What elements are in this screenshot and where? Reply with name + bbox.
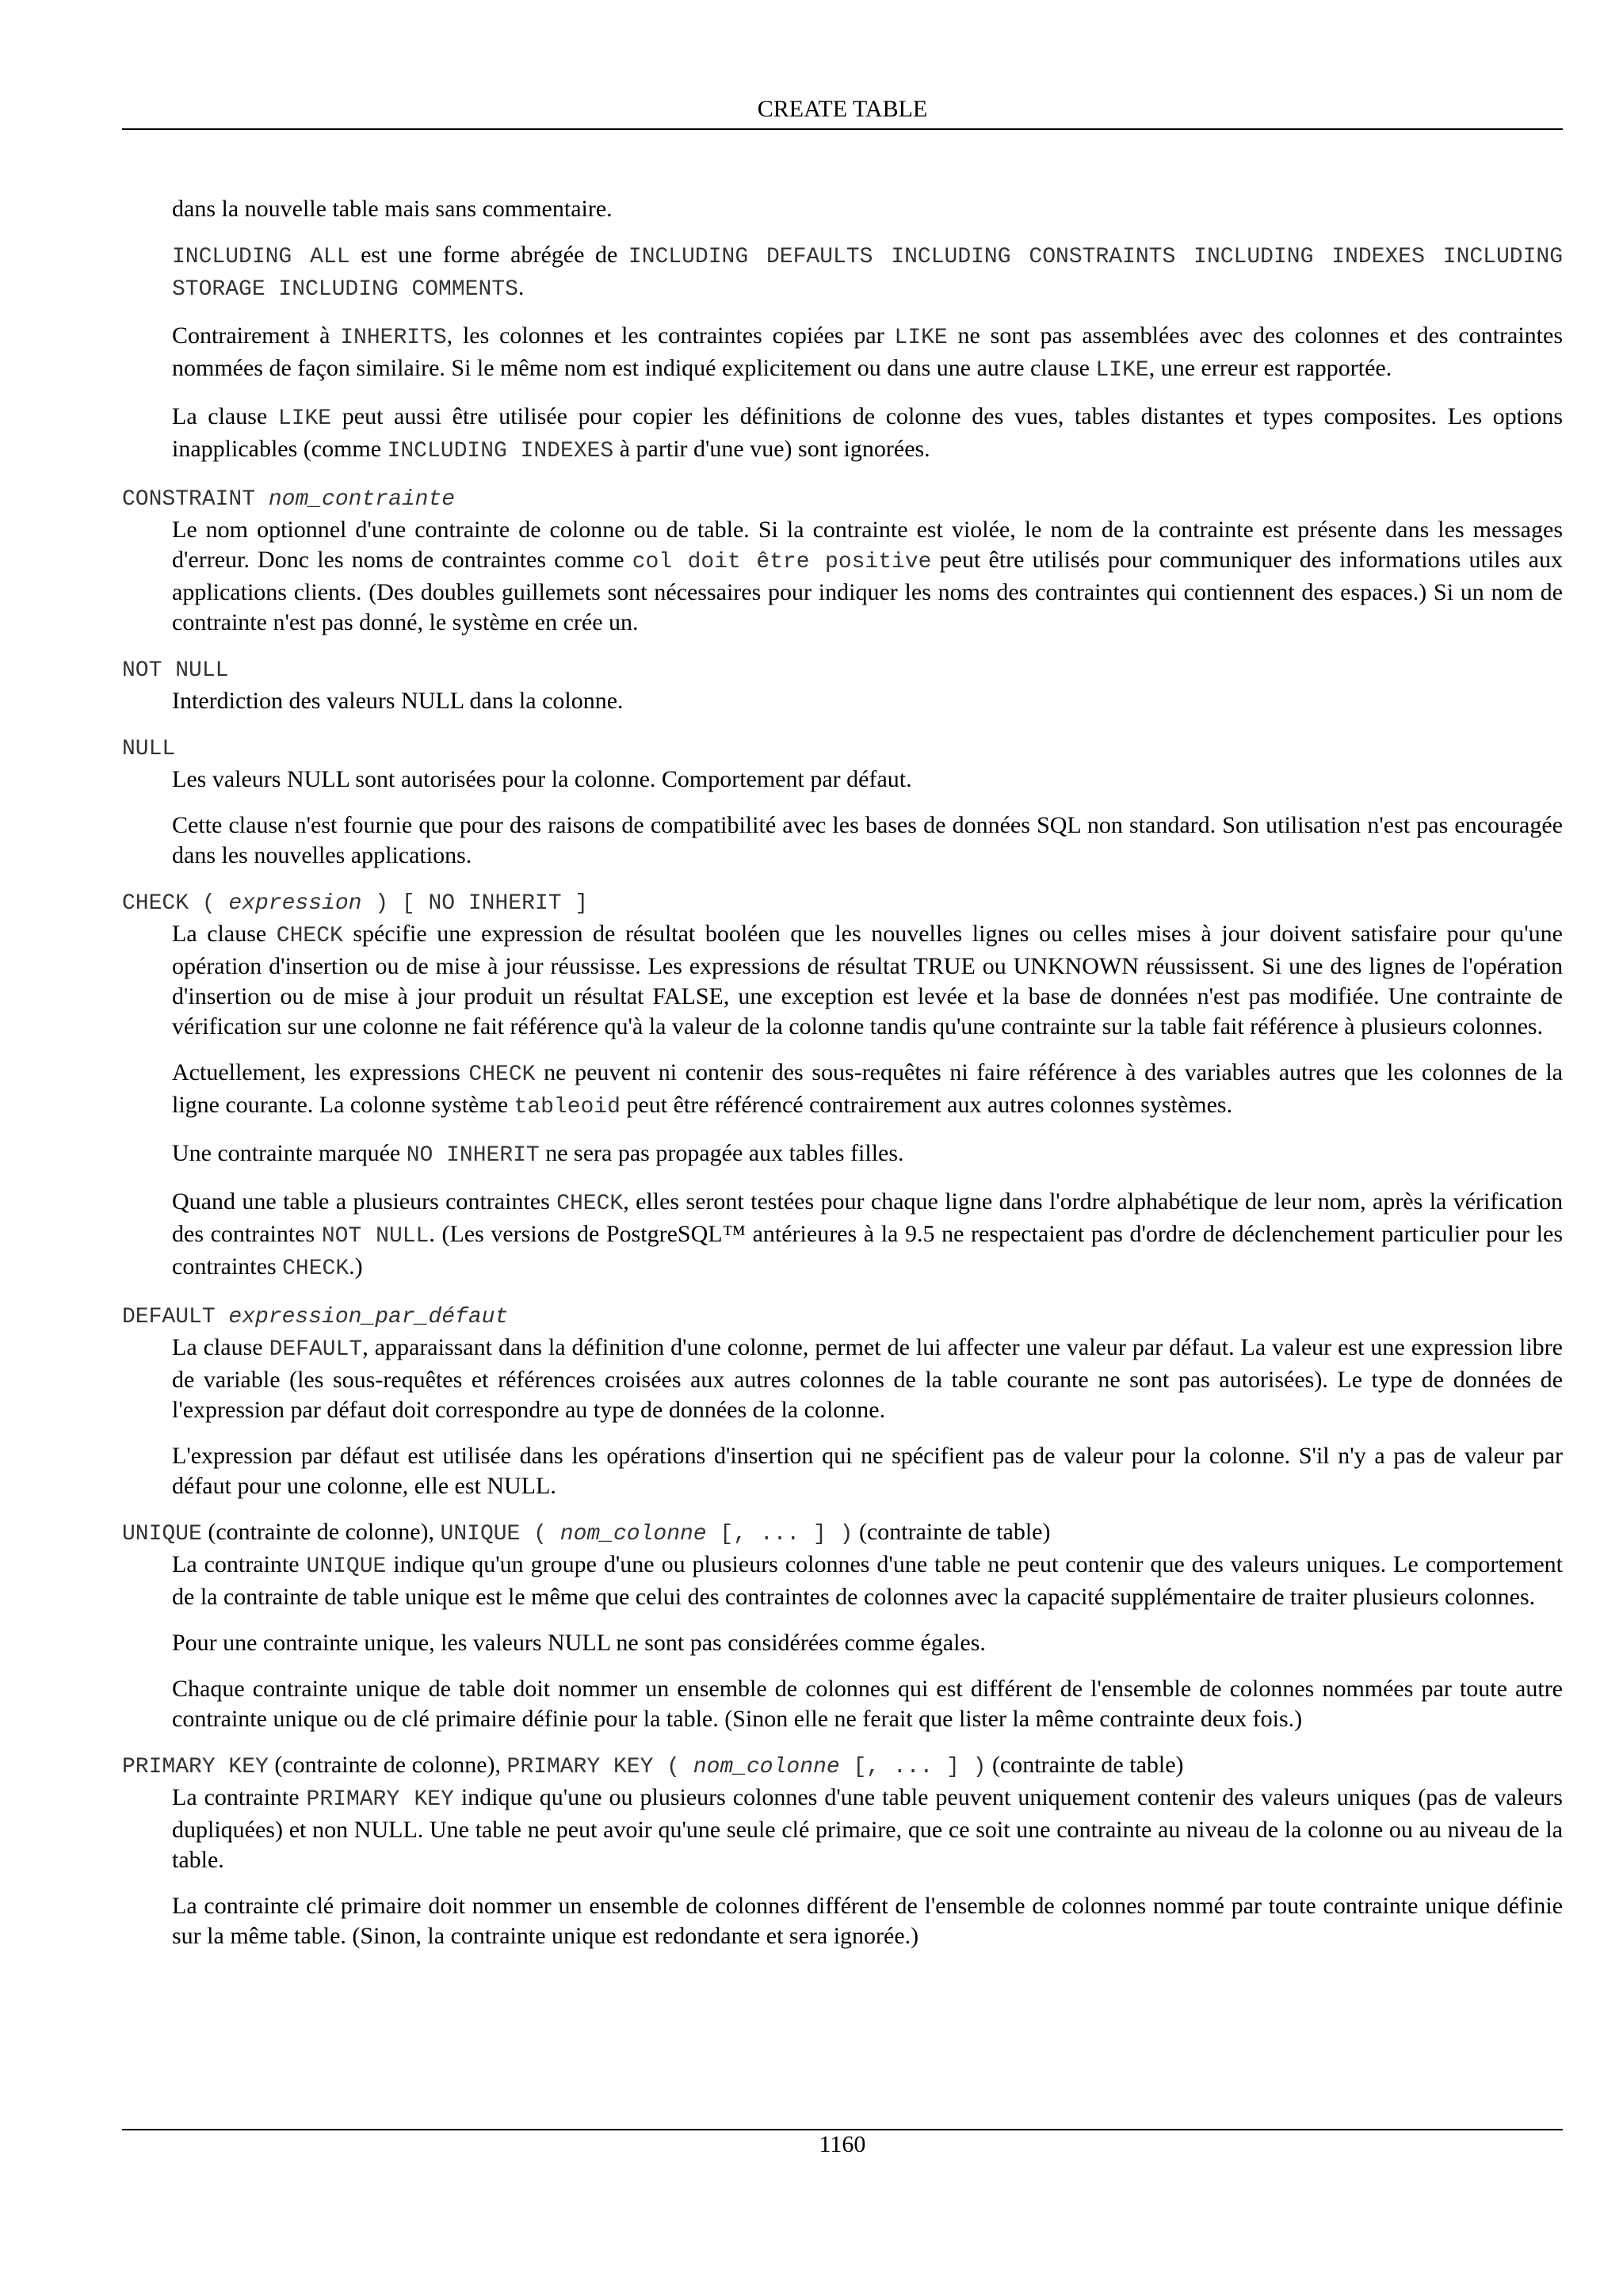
paragraph	[172, 402, 1563, 467]
text-run: Le nom optionnel d'une contrainte de colonne ou de table. Si la contrainte est violée, le nom de la contrainte est présente dans les messages d'erreur. Donc les noms de contraintes comme	[172, 517, 1563, 573]
text-run: (contrainte de colonne),	[201, 1519, 441, 1545]
code-run: INCLUDING ALL	[172, 245, 350, 269]
text-run: à partir d'une vue) sont ignorées.	[613, 436, 930, 462]
code-run: CHECK	[468, 1062, 536, 1087]
code-run: col doit être positive	[632, 550, 932, 574]
text-run: , elles seront testées pour chaque ligne dans l'ordre alphabétique de leur nom, après la vérification des contraintes	[172, 1188, 1563, 1247]
text-run: . (Les versions de PostgreSQL™ antérieures à la 9.5 ne respectaient pas d'ordre de déclenchement particulier pour les contraintes	[172, 1221, 1563, 1280]
text-run: Les valeurs NULL sont autorisées pour la colonne. Comportement par défaut.	[172, 766, 912, 792]
text-run: La clause	[172, 921, 277, 947]
code-run: [, ... ] )	[706, 1522, 854, 1547]
paragraph	[172, 321, 1563, 386]
code-run: PRIMARY KEY	[122, 1755, 269, 1779]
text-run: peut être utilisés pour communiquer des informations utiles aux applications clients. (Des doubles guillemets sont nécessaires pour indiquer les noms des contraintes qui contiennent des espaces.) Si un nom de contrainte n'est pas donné, le système en crée un.	[172, 547, 1563, 635]
code-run: NULL	[122, 737, 176, 761]
text-run: (contrainte de table)	[986, 1752, 1184, 1778]
code-run: UNIQUE	[122, 1522, 202, 1547]
text-run: (contrainte de colonne),	[268, 1752, 507, 1778]
definition-term	[122, 887, 1563, 919]
text-run: .	[517, 274, 525, 300]
text-run: (contrainte de table)	[853, 1519, 1051, 1545]
code-run: UNIQUE	[306, 1554, 387, 1579]
code-run: LIKE	[1095, 358, 1149, 383]
code-run: PRIMARY KEY (	[506, 1755, 693, 1779]
text-run: La clause	[172, 403, 278, 429]
paragraph	[172, 1441, 1563, 1501]
text-run: Quand une table a plusieurs contraintes	[172, 1188, 557, 1215]
paragraph	[172, 515, 1563, 638]
text-run: peut être référencé contrairement aux autres colonnes systèmes.	[620, 1092, 1233, 1118]
code-run: CHECK	[556, 1192, 624, 1216]
code-run: [, ... ] )	[839, 1755, 987, 1779]
text-run: La clause	[172, 1334, 269, 1360]
code-run: PRIMARY KEY	[306, 1787, 454, 1812]
code-run: nom_colonne	[559, 1522, 707, 1547]
text-run: spécifie une expression de résultat booléen que les nouvelles lignes ou celles mises à jour doivent satisfaire pour qu'une opération d'insertion ou de mise à jour réussisse. Les expressions de résultat TRUE ou UNKNOWN réussissent. Si une des lignes de l'opération d'insertion ou de mise à jour produit un résultat FALSE, une exception est levée et la base de données n'est pas modifiée. Une contrainte de vérification sur une colonne ne fait référence qu'à la valeur de la colonne tandis qu'une contrainte sur la table fait référence à plusieurs colonnes.	[172, 921, 1563, 1039]
header-rule	[122, 128, 1563, 130]
code-run: CONSTRAINT	[122, 487, 269, 512]
paragraph	[172, 1187, 1563, 1284]
code-run: NOT NULL	[122, 658, 229, 683]
paragraph	[172, 1674, 1563, 1734]
paragraph	[172, 1783, 1563, 1875]
paragraph	[172, 810, 1563, 871]
text-run: Une contrainte marquée	[172, 1140, 407, 1166]
code-run: tableoid	[514, 1095, 621, 1119]
code-run: NOT NULL	[321, 1224, 430, 1249]
text-run: , apparaissant dans la définition d'une colonne, permet de lui affecter une valeur par défaut. La valeur est une expression libre de variable (les sous-requêtes et références croisées aux autres colonnes de la table courante ne sont pas autorisées). Le type de données de l'expression par défaut doit correspondre au type de données de la colonne.	[172, 1334, 1563, 1423]
code-run: ) [ NO INHERIT ]	[361, 891, 589, 916]
code-run: NO INHERIT	[406, 1143, 540, 1168]
paragraph	[172, 1550, 1563, 1612]
page-number: 1160	[819, 2131, 866, 2157]
code-run: INHERITS	[340, 326, 447, 350]
code-run: nom_colonne	[693, 1755, 840, 1779]
text-run: ne sera pas propagée aux tables filles.	[539, 1140, 904, 1166]
code-run: DEFAULT	[269, 1337, 363, 1362]
text-run: Pour une contrainte unique, les valeurs NULL ne sont pas considérées comme égales.	[172, 1630, 986, 1656]
text-run: , une erreur est rapportée.	[1148, 355, 1392, 381]
code-run: INCLUDING DEFAULTS INCLUDING CONSTRAINTS INCLUDING INDEXES INCLUDING STORAGE INCLUDING COMMENTS	[172, 245, 1563, 302]
paragraph	[172, 1058, 1563, 1123]
text-run: Contrairement à	[172, 322, 341, 349]
text-run: indique qu'un groupe d'une ou plusieurs colonnes d'une table ne peut contenir que des valeurs uniques. Le comportement de la contrainte de table unique est le même que celui des contraintes de colonnes avec la capacité supplémentaire de traiter plusieurs colonnes.	[172, 1551, 1563, 1610]
code-run: CHECK	[276, 924, 343, 948]
code-run: CHECK (	[122, 891, 229, 916]
definition-term	[122, 1750, 1563, 1783]
code-run: CHECK	[282, 1257, 349, 1281]
text-run: peut aussi être utilisée pour copier les définitions de colonne des vues, tables distantes et types composites. Les options inapplicables (comme	[172, 403, 1563, 462]
code-run: UNIQUE (	[440, 1522, 560, 1547]
text-run: , les colonnes et les contraintes copiées par	[446, 322, 895, 349]
code-run: expression	[228, 891, 362, 916]
text-run: indique qu'une ou plusieurs colonnes d'une table peuvent uniquement contenir des valeurs uniques (pas de valeurs dupliquées) et non NULL. Une table ne peut avoir qu'une seule clé primaire, que ce soit une contrainte au niveau de la colonne ou au niveau de la table.	[172, 1784, 1563, 1873]
paragraph	[172, 194, 1563, 224]
code-run: expression_par_défaut	[228, 1305, 509, 1329]
paragraph	[172, 765, 1563, 795]
code-run: INCLUDING INDEXES	[387, 439, 614, 463]
definition-term	[122, 732, 1563, 765]
text-run: Interdiction des valeurs NULL dans la colonne.	[172, 688, 624, 714]
code-run: LIKE	[894, 326, 948, 350]
definition-term	[122, 654, 1563, 686]
text-run: dans la nouvelle table mais sans commentaire.	[172, 196, 613, 222]
paragraph	[172, 1333, 1563, 1425]
text-run: L'expression par défaut est utilisée dans les opérations d'insertion qui ne spécifient pas de valeur pour la colonne. S'il n'y a pas de valeur par défaut pour une colonne, elle est NULL.	[172, 1443, 1563, 1499]
paragraph	[172, 919, 1563, 1042]
text-run: La contrainte clé primaire doit nommer un ensemble de colonnes différent de l'ensemble de colonnes nommé par toute contrainte unique définie sur la même table. (Sinon, la contrainte unique est redondante et sera ignorée.)	[172, 1893, 1563, 1949]
paragraph	[172, 1628, 1563, 1658]
paragraph	[172, 240, 1563, 305]
code-run: nom_contrainte	[268, 487, 456, 512]
text-run: ne sont pas assemblées avec des colonnes et des contraintes nommées de façon similaire. Si le même nom est indiqué explicitement ou dans une autre clause	[172, 322, 1564, 381]
text-run: Cette clause n'est fournie que pour des raisons de compatibilité avec les bases de données SQL non standard. Son utilisation n'est pas encouragée dans les nouvelles applications.	[172, 812, 1563, 868]
running-header: CREATE TABLE	[757, 96, 928, 122]
text-run: .)	[349, 1253, 363, 1280]
code-run: LIKE	[277, 406, 332, 431]
definition-term	[122, 482, 1563, 515]
paragraph	[172, 1891, 1563, 1951]
definition-term	[122, 1517, 1563, 1550]
code-run: DEFAULT	[122, 1305, 229, 1329]
text-run: ne peuvent ni contenir des sous-requêtes ni faire référence à des variables autres que les colonnes de la ligne courante. La colonne système	[172, 1059, 1563, 1118]
paragraph	[172, 1138, 1563, 1171]
text-run: Chaque contrainte unique de table doit nommer un ensemble de colonnes qui est différent de l'ensemble de colonnes nommées par toute autre contrainte unique ou de clé primaire définie pour la table. (Sinon elle ne ferait que lister la même contrainte deux fois.)	[172, 1676, 1563, 1732]
text-run: La contrainte	[172, 1784, 307, 1810]
definition-term	[122, 1300, 1563, 1333]
paragraph	[172, 686, 1563, 716]
page-body	[122, 194, 1563, 1967]
text-run: La contrainte	[172, 1551, 307, 1577]
text-run: est une forme abrégée de	[349, 242, 628, 268]
text-run: Actuellement, les expressions	[172, 1059, 469, 1085]
